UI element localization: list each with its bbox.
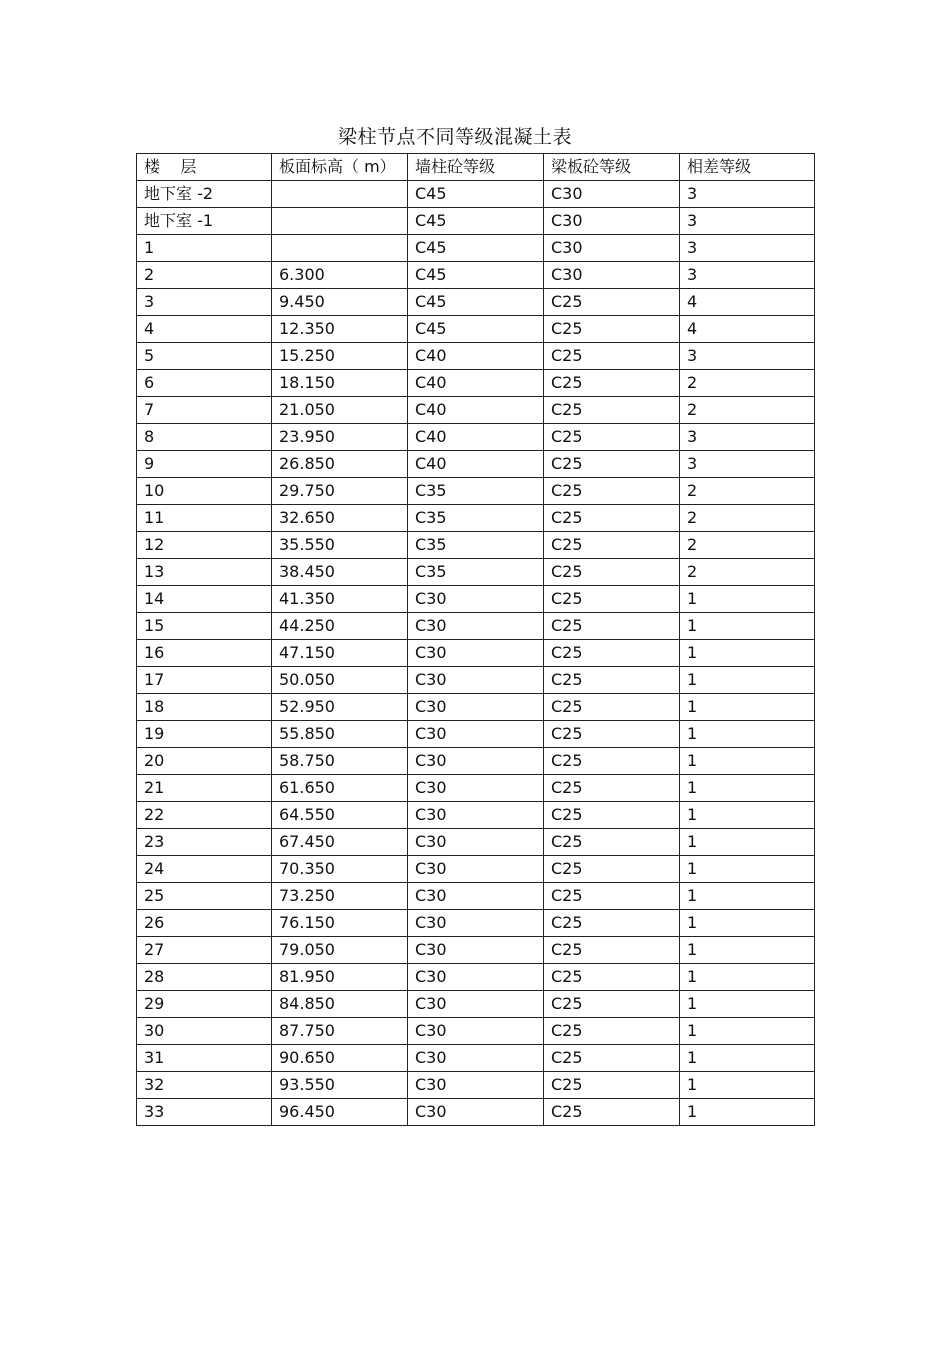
cell-beam-grade: C25 (544, 937, 680, 964)
table-header-row (137, 154, 815, 181)
cell-floor: 26 (137, 910, 272, 937)
cell-slab-elevation: 32.650 (272, 505, 408, 532)
cell-column-grade: C30 (408, 856, 544, 883)
cell-grade-difference: 1 (680, 1072, 815, 1099)
cell-floor: 10 (137, 478, 272, 505)
cell-floor: 3 (137, 289, 272, 316)
cell-beam-grade: C25 (544, 1099, 680, 1126)
cell-beam-grade: C25 (544, 1072, 680, 1099)
cell-beam-grade: C25 (544, 1018, 680, 1045)
cell-beam-grade: C30 (544, 208, 680, 235)
table-row (137, 856, 815, 883)
cell-beam-grade: C25 (544, 775, 680, 802)
cell-grade-difference: 3 (680, 208, 815, 235)
cell-slab-elevation: 41.350 (272, 586, 408, 613)
cell-grade-difference: 4 (680, 316, 815, 343)
table-row (137, 910, 815, 937)
cell-slab-elevation: 35.550 (272, 532, 408, 559)
cell-slab-elevation: 38.450 (272, 559, 408, 586)
table-row (137, 937, 815, 964)
cell-grade-difference: 1 (680, 829, 815, 856)
cell-slab-elevation: 26.850 (272, 451, 408, 478)
cell-beam-grade: C25 (544, 667, 680, 694)
table-row (137, 1072, 815, 1099)
cell-column-grade: C30 (408, 694, 544, 721)
cell-grade-difference: 1 (680, 613, 815, 640)
cell-slab-elevation: 29.750 (272, 478, 408, 505)
cell-beam-grade: C25 (544, 883, 680, 910)
cell-grade-difference: 1 (680, 883, 815, 910)
cell-beam-grade: C30 (544, 235, 680, 262)
table-row (137, 424, 815, 451)
cell-beam-grade: C25 (544, 748, 680, 775)
cell-slab-elevation (272, 208, 408, 235)
cell-slab-elevation: 9.450 (272, 289, 408, 316)
cell-column-grade: C35 (408, 478, 544, 505)
cell-slab-elevation: 21.050 (272, 397, 408, 424)
cell-slab-elevation: 44.250 (272, 613, 408, 640)
cell-grade-difference: 1 (680, 856, 815, 883)
cell-column-grade: C30 (408, 883, 544, 910)
cell-beam-grade: C25 (544, 478, 680, 505)
cell-beam-grade: C25 (544, 451, 680, 478)
cell-column-grade: C30 (408, 613, 544, 640)
cell-floor: 9 (137, 451, 272, 478)
table-row (137, 667, 815, 694)
cell-column-grade: C45 (408, 262, 544, 289)
cell-floor: 27 (137, 937, 272, 964)
table-row (137, 397, 815, 424)
cell-slab-elevation: 67.450 (272, 829, 408, 856)
cell-floor: 14 (137, 586, 272, 613)
cell-floor: 地下室 -1 (137, 208, 272, 235)
table-row (137, 775, 815, 802)
column-header-column-concrete-grade: 墙柱砼等级 (408, 154, 544, 181)
cell-grade-difference: 2 (680, 532, 815, 559)
cell-beam-grade: C25 (544, 397, 680, 424)
cell-floor: 17 (137, 667, 272, 694)
cell-beam-grade: C25 (544, 559, 680, 586)
table-row (137, 694, 815, 721)
cell-floor: 5 (137, 343, 272, 370)
cell-column-grade: C30 (408, 775, 544, 802)
cell-floor: 23 (137, 829, 272, 856)
cell-column-grade: C35 (408, 532, 544, 559)
cell-beam-grade: C25 (544, 370, 680, 397)
cell-column-grade: C30 (408, 910, 544, 937)
cell-grade-difference: 4 (680, 289, 815, 316)
cell-grade-difference: 1 (680, 910, 815, 937)
column-header-beam-concrete-grade: 梁板砼等级 (544, 154, 680, 181)
cell-beam-grade: C25 (544, 505, 680, 532)
table-row (137, 613, 815, 640)
table-row (137, 1018, 815, 1045)
cell-floor: 16 (137, 640, 272, 667)
cell-grade-difference: 1 (680, 640, 815, 667)
table-row (137, 802, 815, 829)
table-row (137, 1099, 815, 1126)
cell-floor: 2 (137, 262, 272, 289)
cell-grade-difference: 1 (680, 667, 815, 694)
cell-grade-difference: 2 (680, 370, 815, 397)
table-row (137, 505, 815, 532)
cell-slab-elevation (272, 235, 408, 262)
table-row (137, 532, 815, 559)
table-row (137, 829, 815, 856)
cell-slab-elevation: 93.550 (272, 1072, 408, 1099)
cell-column-grade: C40 (408, 370, 544, 397)
cell-grade-difference: 1 (680, 586, 815, 613)
cell-floor: 32 (137, 1072, 272, 1099)
cell-column-grade: C35 (408, 505, 544, 532)
cell-grade-difference: 3 (680, 343, 815, 370)
cell-beam-grade: C25 (544, 613, 680, 640)
cell-column-grade: C30 (408, 802, 544, 829)
cell-grade-difference: 3 (680, 181, 815, 208)
cell-grade-difference: 2 (680, 397, 815, 424)
cell-column-grade: C30 (408, 1099, 544, 1126)
table-row (137, 721, 815, 748)
cell-grade-difference: 1 (680, 1045, 815, 1072)
column-header-grade-difference: 相差等级 (680, 154, 815, 181)
table-row (137, 991, 815, 1018)
cell-floor: 33 (137, 1099, 272, 1126)
cell-floor: 18 (137, 694, 272, 721)
cell-slab-elevation: 64.550 (272, 802, 408, 829)
cell-column-grade: C30 (408, 829, 544, 856)
cell-floor: 31 (137, 1045, 272, 1072)
cell-grade-difference: 2 (680, 559, 815, 586)
table-row (137, 748, 815, 775)
cell-floor: 25 (137, 883, 272, 910)
cell-slab-elevation: 90.650 (272, 1045, 408, 1072)
cell-beam-grade: C25 (544, 721, 680, 748)
page-title: 梁柱节点不同等级混凝土表 (337, 126, 572, 148)
cell-grade-difference: 3 (680, 424, 815, 451)
cell-column-grade: C30 (408, 640, 544, 667)
cell-beam-grade: C25 (544, 910, 680, 937)
cell-column-grade: C30 (408, 991, 544, 1018)
cell-slab-elevation: 73.250 (272, 883, 408, 910)
cell-slab-elevation: 58.750 (272, 748, 408, 775)
table-body (137, 181, 815, 1126)
cell-beam-grade: C25 (544, 316, 680, 343)
cell-slab-elevation: 47.150 (272, 640, 408, 667)
cell-floor: 24 (137, 856, 272, 883)
cell-grade-difference: 1 (680, 1099, 815, 1126)
cell-floor: 地下室 -2 (137, 181, 272, 208)
cell-column-grade: C30 (408, 586, 544, 613)
table-row (137, 586, 815, 613)
table-row (137, 451, 815, 478)
cell-floor: 6 (137, 370, 272, 397)
table-row (137, 964, 815, 991)
cell-floor: 4 (137, 316, 272, 343)
cell-floor: 7 (137, 397, 272, 424)
cell-grade-difference: 1 (680, 721, 815, 748)
cell-grade-difference: 1 (680, 1018, 815, 1045)
cell-beam-grade: C25 (544, 424, 680, 451)
cell-column-grade: C45 (408, 235, 544, 262)
cell-grade-difference: 1 (680, 694, 815, 721)
cell-column-grade: C30 (408, 721, 544, 748)
cell-floor: 8 (137, 424, 272, 451)
table-row (137, 289, 815, 316)
cell-floor: 12 (137, 532, 272, 559)
table-row (137, 208, 815, 235)
cell-slab-elevation (272, 181, 408, 208)
cell-slab-elevation: 15.250 (272, 343, 408, 370)
cell-beam-grade: C25 (544, 991, 680, 1018)
column-header-slab-elevation: 板面标高（ m） (272, 154, 408, 181)
cell-beam-grade: C25 (544, 694, 680, 721)
cell-beam-grade: C30 (544, 262, 680, 289)
cell-floor: 30 (137, 1018, 272, 1045)
cell-grade-difference: 1 (680, 937, 815, 964)
cell-floor: 22 (137, 802, 272, 829)
table-row (137, 883, 815, 910)
table-row (137, 640, 815, 667)
cell-column-grade: C40 (408, 451, 544, 478)
cell-slab-elevation: 87.750 (272, 1018, 408, 1045)
cell-floor: 13 (137, 559, 272, 586)
table-row (137, 1045, 815, 1072)
cell-column-grade: C30 (408, 937, 544, 964)
concrete-grade-table (136, 153, 815, 1126)
cell-floor: 20 (137, 748, 272, 775)
table-row (137, 559, 815, 586)
table-row (137, 262, 815, 289)
cell-column-grade: C45 (408, 181, 544, 208)
cell-floor: 15 (137, 613, 272, 640)
cell-column-grade: C40 (408, 343, 544, 370)
cell-beam-grade: C25 (544, 964, 680, 991)
cell-column-grade: C45 (408, 316, 544, 343)
cell-beam-grade: C30 (544, 181, 680, 208)
cell-beam-grade: C25 (544, 289, 680, 316)
table-row (137, 181, 815, 208)
cell-beam-grade: C25 (544, 802, 680, 829)
cell-floor: 1 (137, 235, 272, 262)
cell-slab-elevation: 55.850 (272, 721, 408, 748)
cell-slab-elevation: 76.150 (272, 910, 408, 937)
cell-column-grade: C30 (408, 748, 544, 775)
cell-slab-elevation: 61.650 (272, 775, 408, 802)
cell-floor: 19 (137, 721, 272, 748)
cell-grade-difference: 1 (680, 775, 815, 802)
cell-beam-grade: C25 (544, 586, 680, 613)
table-row (137, 370, 815, 397)
cell-grade-difference: 1 (680, 964, 815, 991)
cell-floor: 21 (137, 775, 272, 802)
cell-beam-grade: C25 (544, 1045, 680, 1072)
table-row (137, 343, 815, 370)
column-header-floor: 楼 层 (137, 154, 272, 181)
cell-grade-difference: 1 (680, 748, 815, 775)
cell-beam-grade: C25 (544, 856, 680, 883)
cell-slab-elevation: 81.950 (272, 964, 408, 991)
table-row (137, 478, 815, 505)
cell-column-grade: C40 (408, 424, 544, 451)
cell-column-grade: C30 (408, 667, 544, 694)
cell-floor: 28 (137, 964, 272, 991)
cell-grade-difference: 2 (680, 505, 815, 532)
cell-column-grade: C30 (408, 964, 544, 991)
cell-column-grade: C45 (408, 208, 544, 235)
cell-beam-grade: C25 (544, 829, 680, 856)
cell-slab-elevation: 70.350 (272, 856, 408, 883)
cell-column-grade: C35 (408, 559, 544, 586)
cell-slab-elevation: 12.350 (272, 316, 408, 343)
cell-column-grade: C30 (408, 1045, 544, 1072)
cell-column-grade: C40 (408, 397, 544, 424)
cell-slab-elevation: 79.050 (272, 937, 408, 964)
cell-slab-elevation: 84.850 (272, 991, 408, 1018)
cell-floor: 29 (137, 991, 272, 1018)
cell-slab-elevation: 23.950 (272, 424, 408, 451)
cell-grade-difference: 2 (680, 478, 815, 505)
cell-column-grade: C45 (408, 289, 544, 316)
table-row (137, 316, 815, 343)
cell-slab-elevation: 18.150 (272, 370, 408, 397)
cell-grade-difference: 3 (680, 235, 815, 262)
cell-slab-elevation: 6.300 (272, 262, 408, 289)
cell-grade-difference: 3 (680, 451, 815, 478)
cell-beam-grade: C25 (544, 640, 680, 667)
cell-slab-elevation: 96.450 (272, 1099, 408, 1126)
cell-slab-elevation: 52.950 (272, 694, 408, 721)
cell-grade-difference: 3 (680, 262, 815, 289)
cell-column-grade: C30 (408, 1072, 544, 1099)
cell-beam-grade: C25 (544, 343, 680, 370)
cell-grade-difference: 1 (680, 991, 815, 1018)
table-row (137, 235, 815, 262)
cell-column-grade: C30 (408, 1018, 544, 1045)
cell-slab-elevation: 50.050 (272, 667, 408, 694)
cell-grade-difference: 1 (680, 802, 815, 829)
cell-beam-grade: C25 (544, 532, 680, 559)
cell-floor: 11 (137, 505, 272, 532)
